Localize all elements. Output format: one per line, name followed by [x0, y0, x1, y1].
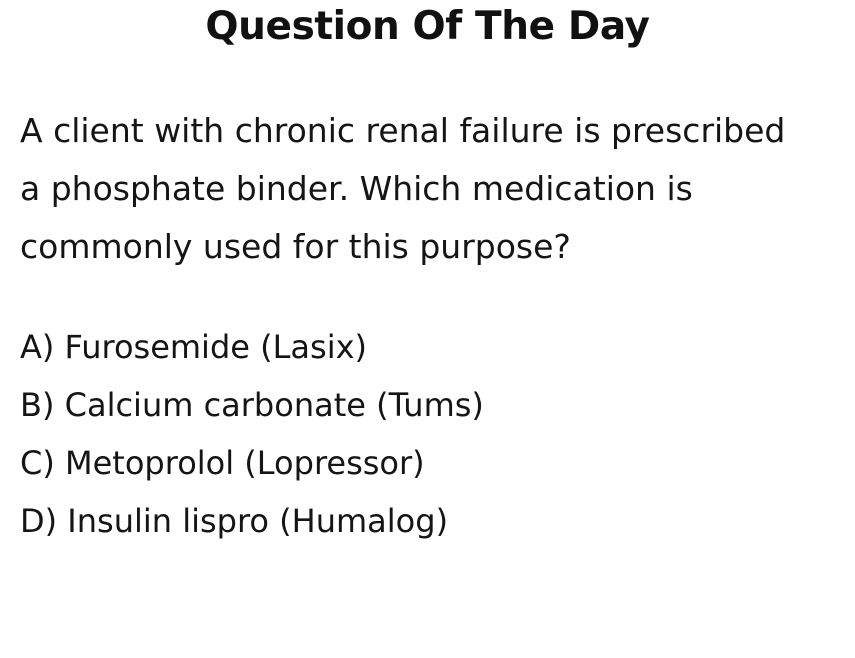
- answer-option-b: B) Calcium carbonate (Tums): [20, 386, 484, 424]
- answer-option-d: D) Insulin lispro (Humalog): [20, 502, 449, 540]
- answer-options-list: [20, 318, 835, 550]
- answer-option-a: A) Furosemide (Lasix): [20, 328, 368, 366]
- answer-option-c: C) Metoprolol (Lopressor): [20, 444, 425, 482]
- question-text: A client with chronic renal failure is prescribed a phosphate binder. Which medication is commonly used for this purpose?: [20, 111, 786, 266]
- page-title: Question Of The Day: [205, 4, 650, 49]
